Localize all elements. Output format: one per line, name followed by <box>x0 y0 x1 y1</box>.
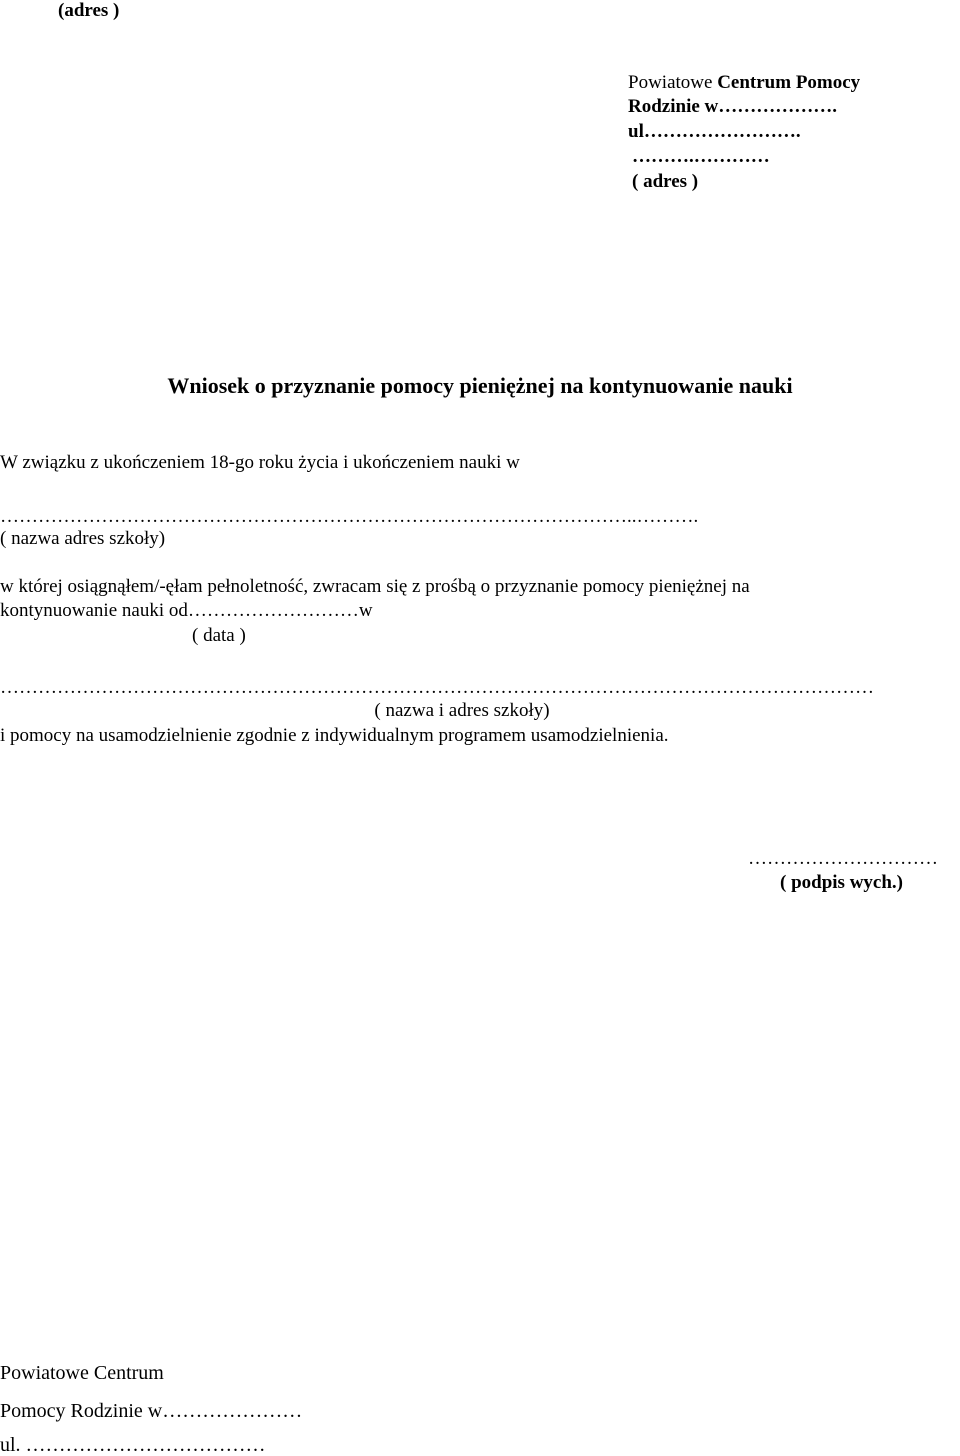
recipient-name-bold: Centrum Pomocy <box>717 72 861 93</box>
final-sentence: i pomocy na usamodzielnienie zgodnie z indywidualnym programem usamodzielnienia. <box>0 725 669 746</box>
signature-caption: ( podpis wych.) <box>780 872 903 893</box>
recipient-address-caption: ( adres ) <box>632 171 699 192</box>
second-school-blank: ………………………………………………………………………………………………………………………… <box>0 677 874 698</box>
school-name-blank: ………………………………………………………………………………………..………. <box>0 506 699 527</box>
recipient-line-2: Rodzinie w………………. <box>628 96 837 117</box>
date-caption: ( data ) <box>192 625 246 646</box>
signature-blank: ………………………… <box>748 848 938 869</box>
recipient-line-1 <box>628 72 860 94</box>
recipient-line-4: ……….………… <box>632 146 770 167</box>
intro-sentence: W związku z ukończeniem 18-go roku życia i ukończeniem nauki w <box>0 452 520 473</box>
footer-line-1: Powiatowe Centrum <box>0 1362 164 1384</box>
sender-address-label: (adres ) <box>58 0 120 21</box>
footer-line-3: ul. ……………………………… <box>0 1434 266 1456</box>
second-school-caption: ( nazwa i adres szkoły) <box>374 700 550 721</box>
footer-line-2: Pomocy Rodzinie w………………… <box>0 1400 303 1422</box>
recipient-street: ul……………………. <box>628 121 801 142</box>
request-sentence-line-1: w której osiągnąłem/-ęłam pełnoletność, zwracam się z prośbą o przyznanie pomocy pieniężnej na <box>0 576 750 597</box>
recipient-name-normal: Powiatowe <box>628 72 718 93</box>
request-sentence-line-2: kontynuowanie nauki od………………………w <box>0 600 373 621</box>
school-name-caption: ( nazwa adres szkoły) <box>0 528 166 549</box>
document-title: Wniosek o przyznanie pomocy pieniężnej na kontynuowanie nauki <box>167 373 793 398</box>
